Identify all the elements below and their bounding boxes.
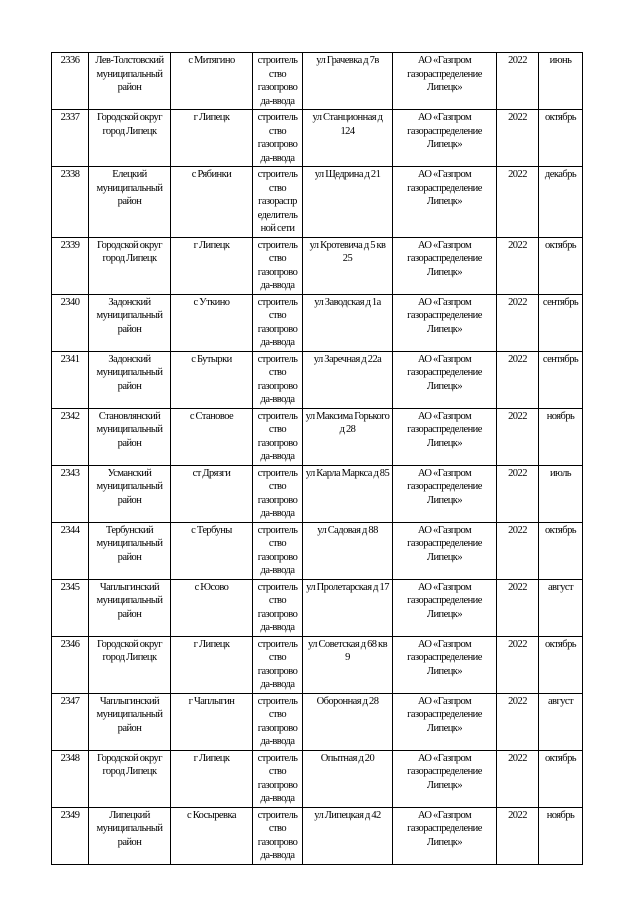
- year-cell: 2022: [497, 110, 539, 167]
- settlement-cell: с Рябинки: [171, 167, 253, 238]
- settlement-cell: с Бутырки: [171, 351, 253, 408]
- table-row: [52, 579, 583, 636]
- month-cell: октябрь: [539, 110, 583, 167]
- row-number-cell: 2344: [52, 522, 89, 579]
- month-cell: сентябрь: [539, 294, 583, 351]
- municipality-cell: Городской округ город Липецк: [89, 750, 171, 807]
- settlement-cell: г Чаплыгин: [171, 693, 253, 750]
- settlement-cell: с Юсово: [171, 579, 253, 636]
- month-cell: ноябрь: [539, 408, 583, 465]
- work-type-cell: строитель ство газопрово да-ввода: [253, 110, 303, 167]
- settlement-cell: с Уткино: [171, 294, 253, 351]
- address-cell: ул Липецкая д 42: [303, 807, 393, 864]
- table-body: [52, 53, 583, 865]
- table-row: [52, 522, 583, 579]
- organization-cell: АО «Газпром газораспределение Липецк»: [393, 167, 497, 238]
- municipality-cell: Чаплыгинский муниципальный район: [89, 579, 171, 636]
- table-row: [52, 465, 583, 522]
- municipality-cell: Городской округ город Липецк: [89, 110, 171, 167]
- address-cell: ул Щедрина д 21: [303, 167, 393, 238]
- settlement-cell: с Косыревка: [171, 807, 253, 864]
- organization-cell: АО «Газпром газораспределение Липецк»: [393, 579, 497, 636]
- municipality-cell: Чаплыгинский муниципальный район: [89, 693, 171, 750]
- row-number-cell: 2348: [52, 750, 89, 807]
- year-cell: 2022: [497, 693, 539, 750]
- year-cell: 2022: [497, 807, 539, 864]
- row-number-cell: 2340: [52, 294, 89, 351]
- month-cell: октябрь: [539, 750, 583, 807]
- table-row: [52, 408, 583, 465]
- organization-cell: АО «Газпром газораспределение Липецк»: [393, 237, 497, 294]
- row-number-cell: 2347: [52, 693, 89, 750]
- settlement-cell: с Тербуны: [171, 522, 253, 579]
- table-row: [52, 167, 583, 238]
- work-type-cell: строитель ство газопрово да-ввода: [253, 351, 303, 408]
- work-type-cell: строитель ство газопрово да-ввода: [253, 237, 303, 294]
- year-cell: 2022: [497, 522, 539, 579]
- row-number-cell: 2349: [52, 807, 89, 864]
- organization-cell: АО «Газпром газораспределение Липецк»: [393, 465, 497, 522]
- month-cell: июнь: [539, 53, 583, 110]
- table-row: [52, 237, 583, 294]
- row-number-cell: 2341: [52, 351, 89, 408]
- work-type-cell: строитель ство газопрово да-ввода: [253, 579, 303, 636]
- table-row: [52, 636, 583, 693]
- work-type-cell: строитель ство газопрово да-ввода: [253, 750, 303, 807]
- municipality-cell: Задонский муниципальный район: [89, 351, 171, 408]
- address-cell: ул Станционная д 124: [303, 110, 393, 167]
- municipality-cell: Елецкий муниципальный район: [89, 167, 171, 238]
- address-cell: ул Пролетарская д 17: [303, 579, 393, 636]
- work-type-cell: строитель ство газопрово да-ввода: [253, 53, 303, 110]
- organization-cell: АО «Газпром газораспределение Липецк»: [393, 294, 497, 351]
- month-cell: июль: [539, 465, 583, 522]
- table-row: [52, 351, 583, 408]
- year-cell: 2022: [497, 465, 539, 522]
- organization-cell: АО «Газпром газораспределение Липецк»: [393, 750, 497, 807]
- table-row: [52, 53, 583, 110]
- municipality-cell: Лев-Толстовский муниципальный район: [89, 53, 171, 110]
- municipality-cell: Усманский муниципальный район: [89, 465, 171, 522]
- year-cell: 2022: [497, 237, 539, 294]
- row-number-cell: 2339: [52, 237, 89, 294]
- address-cell: ул Максима Горького д 28: [303, 408, 393, 465]
- row-number-cell: 2343: [52, 465, 89, 522]
- address-cell: ул Заречная д 22а: [303, 351, 393, 408]
- settlement-cell: г Липецк: [171, 110, 253, 167]
- year-cell: 2022: [497, 579, 539, 636]
- settlement-cell: ст Дрязги: [171, 465, 253, 522]
- municipality-cell: Городской округ город Липецк: [89, 237, 171, 294]
- organization-cell: АО «Газпром газораспределение Липецк»: [393, 53, 497, 110]
- year-cell: 2022: [497, 408, 539, 465]
- work-type-cell: строитель ство газопрово да-ввода: [253, 693, 303, 750]
- year-cell: 2022: [497, 53, 539, 110]
- row-number-cell: 2342: [52, 408, 89, 465]
- month-cell: сентябрь: [539, 351, 583, 408]
- table-row: [52, 294, 583, 351]
- work-type-cell: строитель ство газопрово да-ввода: [253, 465, 303, 522]
- work-type-cell: строитель ство газопрово да-ввода: [253, 408, 303, 465]
- row-number-cell: 2337: [52, 110, 89, 167]
- organization-cell: АО «Газпром газораспределение Липецк»: [393, 807, 497, 864]
- municipality-cell: Становлянский муниципальный район: [89, 408, 171, 465]
- work-type-cell: строитель ство газораспр еделитель ной сети: [253, 167, 303, 238]
- table-row: [52, 750, 583, 807]
- settlement-cell: г Липецк: [171, 636, 253, 693]
- municipality-cell: Задонский муниципальный район: [89, 294, 171, 351]
- month-cell: октябрь: [539, 522, 583, 579]
- table-row: [52, 693, 583, 750]
- month-cell: август: [539, 693, 583, 750]
- address-cell: ул Кротевича д 5 кв 25: [303, 237, 393, 294]
- row-number-cell: 2346: [52, 636, 89, 693]
- organization-cell: АО «Газпром газораспределение Липецк»: [393, 693, 497, 750]
- municipality-cell: Городской округ город Липецк: [89, 636, 171, 693]
- organization-cell: АО «Газпром газораспределение Липецк»: [393, 522, 497, 579]
- year-cell: 2022: [497, 294, 539, 351]
- month-cell: октябрь: [539, 636, 583, 693]
- organization-cell: АО «Газпром газораспределение Липецк»: [393, 636, 497, 693]
- work-type-cell: строитель ство газопрово да-ввода: [253, 807, 303, 864]
- address-cell: ул Садовая д 88: [303, 522, 393, 579]
- table-row: [52, 110, 583, 167]
- address-cell: Опытная д 20: [303, 750, 393, 807]
- year-cell: 2022: [497, 167, 539, 238]
- address-cell: ул Грачевка д 7в: [303, 53, 393, 110]
- month-cell: декабрь: [539, 167, 583, 238]
- year-cell: 2022: [497, 636, 539, 693]
- settlement-cell: с Митягино: [171, 53, 253, 110]
- address-cell: ул Карла Маркса д 85: [303, 465, 393, 522]
- settlement-cell: г Липецк: [171, 750, 253, 807]
- month-cell: октябрь: [539, 237, 583, 294]
- row-number-cell: 2338: [52, 167, 89, 238]
- municipality-cell: Липецкий муниципальный район: [89, 807, 171, 864]
- work-type-cell: строитель ство газопрово да-ввода: [253, 294, 303, 351]
- settlement-cell: г Липецк: [171, 237, 253, 294]
- gasification-table: [51, 52, 583, 865]
- organization-cell: АО «Газпром газораспределение Липецк»: [393, 408, 497, 465]
- address-cell: Оборонная д 28: [303, 693, 393, 750]
- address-cell: ул Советская д 68 кв 9: [303, 636, 393, 693]
- organization-cell: АО «Газпром газораспределение Липецк»: [393, 110, 497, 167]
- address-cell: ул Заводская д 1а: [303, 294, 393, 351]
- work-type-cell: строитель ство газопрово да-ввода: [253, 522, 303, 579]
- table-row: [52, 807, 583, 864]
- row-number-cell: 2336: [52, 53, 89, 110]
- year-cell: 2022: [497, 750, 539, 807]
- work-type-cell: строитель ство газопрово да-ввода: [253, 636, 303, 693]
- row-number-cell: 2345: [52, 579, 89, 636]
- settlement-cell: с Становое: [171, 408, 253, 465]
- municipality-cell: Тербунский муниципальный район: [89, 522, 171, 579]
- organization-cell: АО «Газпром газораспределение Липецк»: [393, 351, 497, 408]
- year-cell: 2022: [497, 351, 539, 408]
- month-cell: ноябрь: [539, 807, 583, 864]
- month-cell: август: [539, 579, 583, 636]
